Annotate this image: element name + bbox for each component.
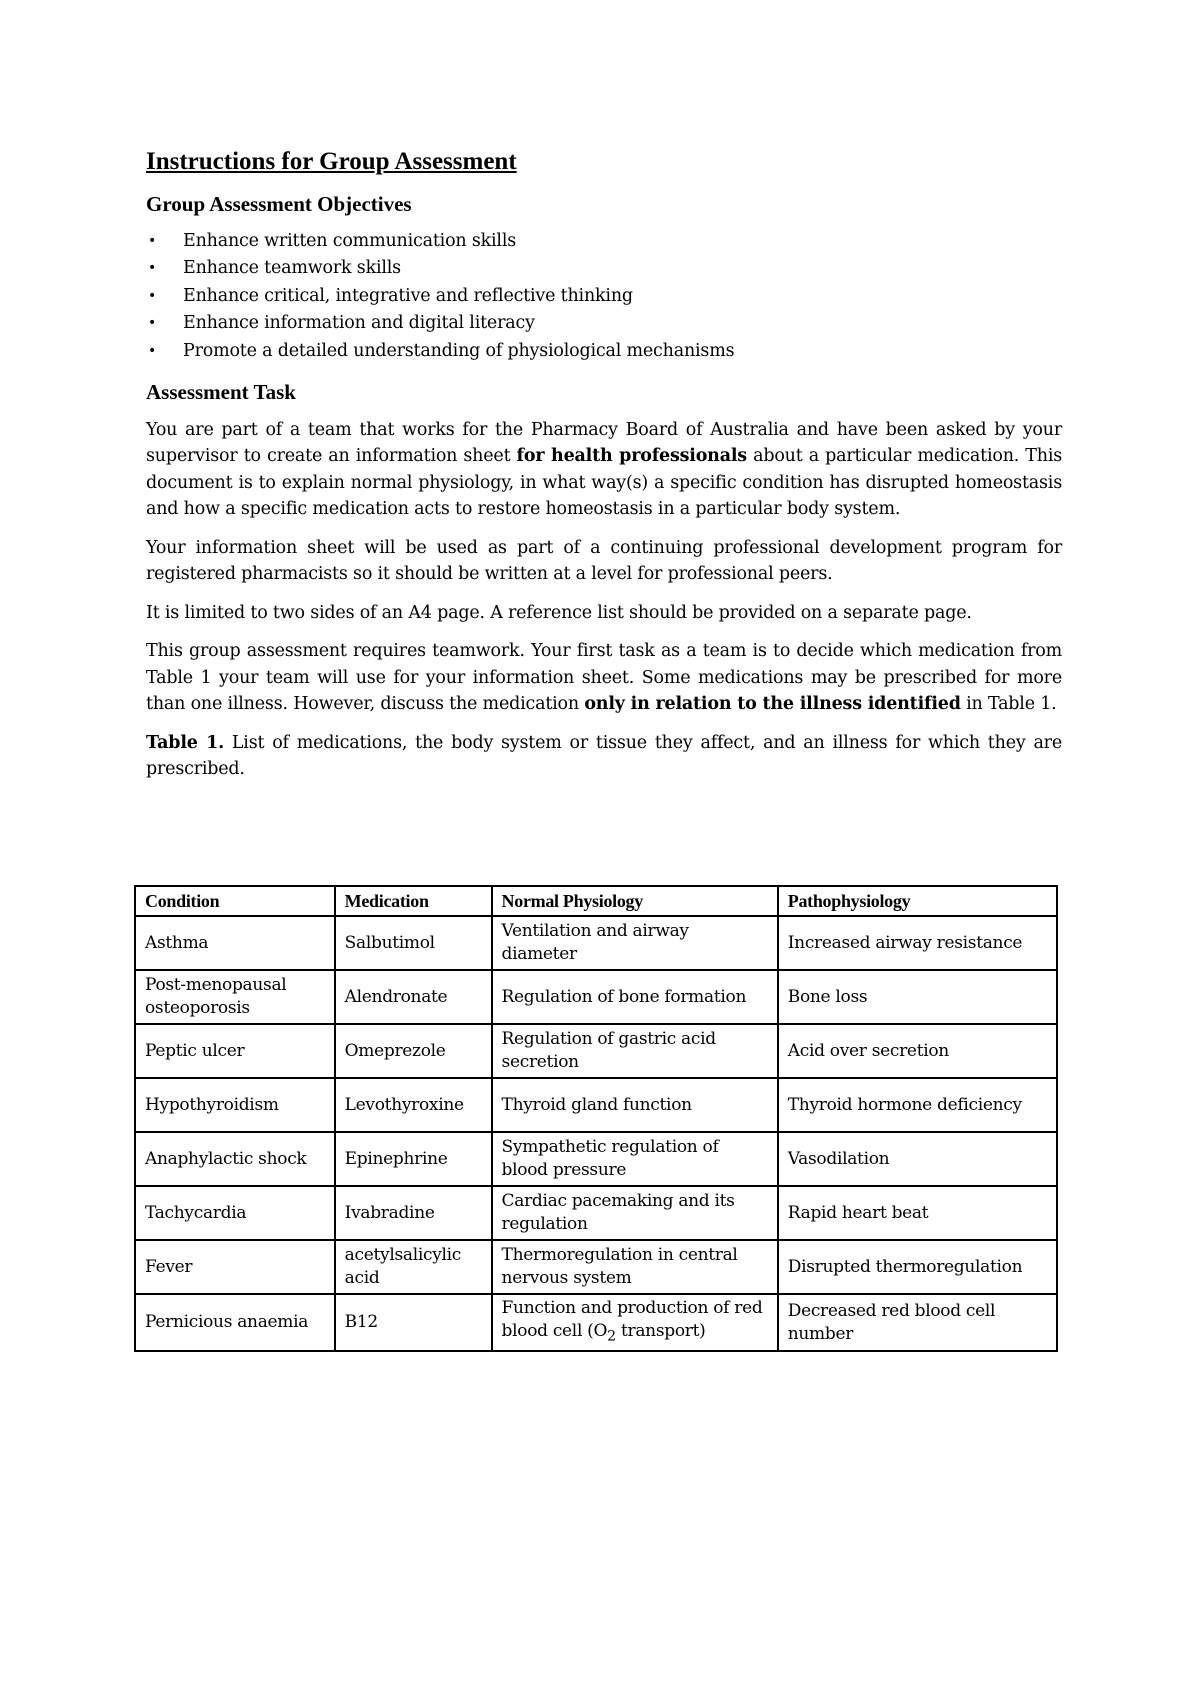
cell-normal-physiology: Ventilation and airway diameter xyxy=(492,916,778,970)
oxygen-subscript: 2 xyxy=(607,1328,616,1345)
cell-normal-physiology: Sympathetic regulation of blood pressure xyxy=(492,1132,778,1186)
task-heading: Assessment Task xyxy=(146,380,296,405)
task-paragraph-4 xyxy=(146,638,1062,718)
header-medication: Medication xyxy=(335,886,492,916)
document-content xyxy=(146,146,1062,795)
cell-condition: Peptic ulcer xyxy=(135,1024,335,1078)
table-caption xyxy=(146,730,1062,783)
task-p4-emphasis: only in relation to the illness identified xyxy=(584,694,961,715)
medications-table xyxy=(134,885,1058,1352)
task-p1-start: You are part of a team that works for the Pharmacy Board of Australia and have been asked by your supervisor to create an information sheet xyxy=(146,419,1062,467)
task-p1-end: about a particular medication. This document is to explain normal physiology, in what way(s) a specific condition has disrupted homeostasis and how a specific medication acts to restore homeostasis in a particular body system. xyxy=(146,446,1062,520)
cell-medication: Ivabradine xyxy=(335,1186,492,1240)
cell-pathophysiology: Rapid heart beat xyxy=(778,1186,1057,1240)
task-paragraph-1 xyxy=(146,417,1062,523)
table-row xyxy=(135,970,1057,1024)
cell-normal-physiology: Regulation of bone formation xyxy=(492,970,778,1024)
list-item xyxy=(146,338,1062,366)
table-row xyxy=(135,916,1057,970)
document-title: Instructions for Group Assessment xyxy=(146,148,517,175)
cell-condition: Asthma xyxy=(135,916,335,970)
cell-medication: Alendronate xyxy=(335,970,492,1024)
bullet-icon: • xyxy=(148,287,157,304)
cell-normal-physiology: Thyroid gland function xyxy=(492,1078,778,1132)
bullet-icon: • xyxy=(148,232,157,249)
objective-text: Enhance teamwork skills xyxy=(183,258,401,279)
cell-medication: B12 xyxy=(335,1294,492,1351)
cell-condition: Post-menopausal osteoporosis xyxy=(135,970,335,1024)
header-pathophysiology: Pathophysiology xyxy=(778,886,1057,916)
table-row xyxy=(135,1078,1057,1132)
task-p4-start: This group assessment requires teamwork. Your first task as a team is to decide which medication from Table 1 your team will use for your information sheet. Some medications may be prescribed for more than one illness. However, discuss the medication xyxy=(146,641,1062,715)
header-condition: Condition xyxy=(135,886,335,916)
table-header-row xyxy=(135,886,1057,916)
table-row xyxy=(135,1240,1057,1294)
list-item xyxy=(146,283,1062,311)
objective-text: Enhance information and digital literacy xyxy=(183,313,535,334)
cell-pathophysiology: Acid over secretion xyxy=(778,1024,1057,1078)
cell-medication: Levothyroxine xyxy=(335,1078,492,1132)
list-item xyxy=(146,228,1062,256)
table-caption-text: List of medications, the body system or tissue they affect, and an illness for which they are prescribed. xyxy=(146,732,1063,780)
cell-condition: Hypothyroidism xyxy=(135,1078,335,1132)
cell-condition: Fever xyxy=(135,1240,335,1294)
header-normal-physiology: Normal Physiology xyxy=(492,886,778,916)
cell-pathophysiology: Decreased red blood cell number xyxy=(778,1294,1057,1351)
task-p1-emphasis: for health professionals xyxy=(516,446,747,467)
table-row xyxy=(135,1024,1057,1078)
cell-normal-physiology: Regulation of gastric acid secretion xyxy=(492,1024,778,1078)
cell-pathophysiology: Vasodilation xyxy=(778,1132,1057,1186)
task-p4-end: in Table 1. xyxy=(960,694,1057,715)
task-paragraph-2: Your information sheet will be used as part of a continuing professional development program for registered pharmacists so it should be written at a level for professional peers. xyxy=(146,537,1062,585)
objective-text: Enhance written communication skills xyxy=(183,230,516,251)
bullet-icon: • xyxy=(148,260,157,277)
table-caption-label: Table 1. xyxy=(146,732,224,753)
cell-pathophysiology: Thyroid hormone deficiency xyxy=(778,1078,1057,1132)
cell-condition: Anaphylactic shock xyxy=(135,1132,335,1186)
cell-normal-text-end: transport) xyxy=(615,1321,706,1341)
cell-pathophysiology: Bone loss xyxy=(778,970,1057,1024)
cell-normal-physiology xyxy=(492,1294,778,1351)
list-item xyxy=(146,310,1062,338)
cell-normal-physiology: Cardiac pacemaking and its regulation xyxy=(492,1186,778,1240)
objectives-heading: Group Assessment Objectives xyxy=(146,191,412,216)
table-row xyxy=(135,1186,1057,1240)
objective-text: Promote a detailed understanding of physiological mechanisms xyxy=(183,340,735,361)
cell-pathophysiology: Increased airway resistance xyxy=(778,916,1057,970)
list-item xyxy=(146,255,1062,283)
cell-normal-physiology: Thermoregulation in central nervous system xyxy=(492,1240,778,1294)
cell-condition: Pernicious anaemia xyxy=(135,1294,335,1351)
bullet-icon: • xyxy=(148,315,157,332)
table-row xyxy=(135,1294,1057,1351)
task-paragraph-3: It is limited to two sides of an A4 page. A reference list should be provided on a separate page. xyxy=(146,602,972,623)
bullet-icon: • xyxy=(148,342,157,359)
table-row xyxy=(135,1132,1057,1186)
cell-medication: Salbutimol xyxy=(335,916,492,970)
cell-medication: acetylsalicylic acid xyxy=(335,1240,492,1294)
cell-condition: Tachycardia xyxy=(135,1186,335,1240)
cell-normal-text-start: Function and production of red blood cell (O xyxy=(501,1298,763,1341)
cell-medication: Omeprezole xyxy=(335,1024,492,1078)
objective-text: Enhance critical, integrative and reflective thinking xyxy=(183,285,633,306)
cell-pathophysiology: Disrupted thermoregulation xyxy=(778,1240,1057,1294)
objectives-list xyxy=(146,228,1062,366)
cell-medication: Epinephrine xyxy=(335,1132,492,1186)
